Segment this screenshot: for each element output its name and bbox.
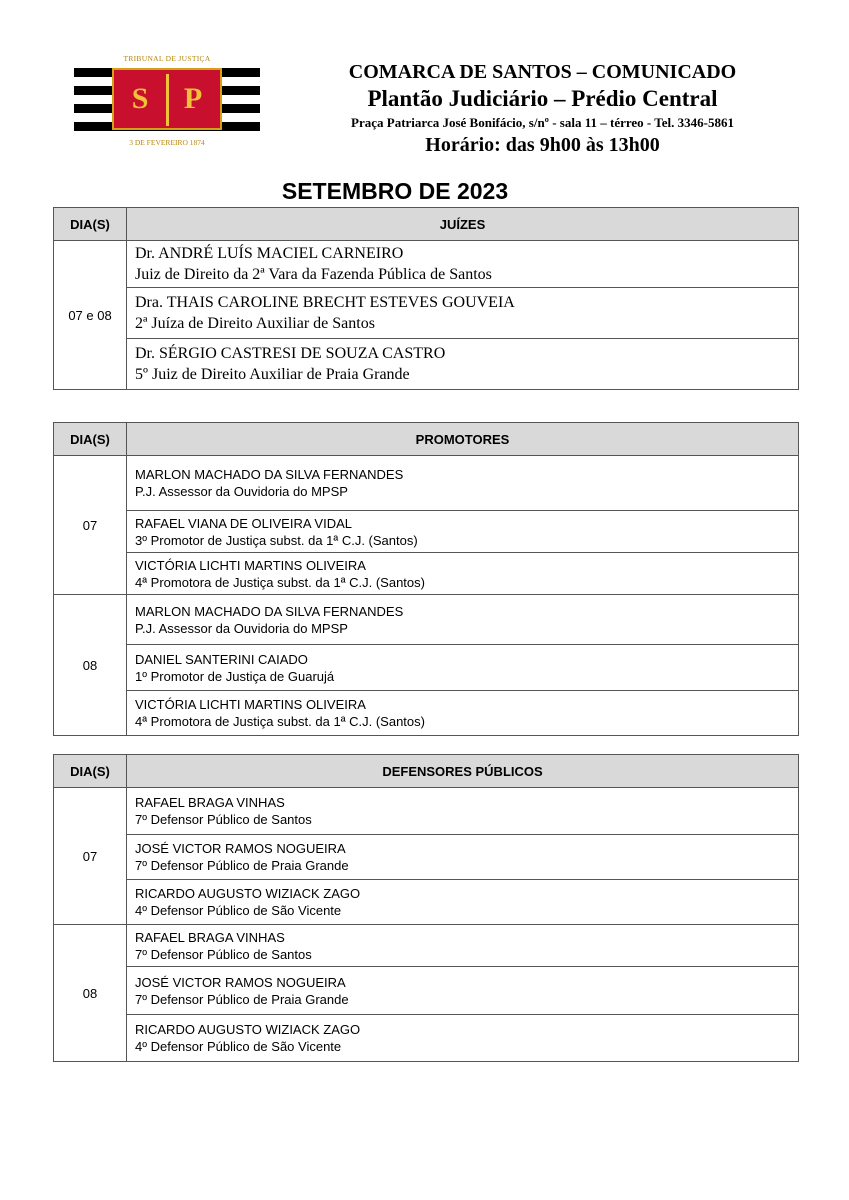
logo-letter-s: S <box>131 82 149 115</box>
entry-name: VICTÓRIA LICHTI MARTINS OLIVEIRA <box>135 557 366 573</box>
entry-cell <box>127 835 799 880</box>
entry-name: MARLON MACHADO DA SILVA FERNANDES <box>135 467 404 482</box>
entry-cell <box>127 595 799 645</box>
entry-name: DANIEL SANTERINI CAIADO <box>135 651 308 667</box>
entry-role: Juiz de Direito da 2ª Vara da Fazenda Pública de Santos <box>135 266 492 283</box>
day-cell: 08 <box>54 925 127 1062</box>
entry-role: 7º Defensor Público de Praia Grande <box>135 991 349 1007</box>
entry-cell <box>127 241 799 288</box>
column-header-title: PROMOTORES <box>127 423 799 456</box>
entry-cell <box>127 456 799 511</box>
table-row <box>54 288 799 339</box>
day-cell: 07 e 08 <box>54 241 127 390</box>
table-header-row <box>54 755 799 788</box>
entry-name: Dra. THAIS CAROLINE BRECHT ESTEVES GOUVEIA <box>135 294 515 311</box>
header-hours: Horário: das 9h00 às 13h00 <box>425 134 660 156</box>
entry-role: 7º Defensor Público de Praia Grande <box>135 858 349 873</box>
day-cell: 07 <box>54 788 127 925</box>
table-row <box>54 788 799 835</box>
entry-role: P.J. Assessor da Ouvidoria do MPSP <box>135 484 348 499</box>
entry-name: VICTÓRIA LICHTI MARTINS OLIVEIRA <box>135 697 366 712</box>
entry-name: RICARDO AUGUSTO WIZIACK ZAGO <box>135 886 361 901</box>
table-row <box>54 595 799 645</box>
promotores-table <box>53 422 799 736</box>
entry-role: 4ª Promotora de Justiça subst. da 1ª C.J. (Santos) <box>135 574 425 590</box>
entry-role: 4º Defensor Público de São Vicente <box>135 1039 342 1054</box>
table-row <box>54 1015 799 1062</box>
document-header <box>300 60 785 158</box>
entry-name: Dr. SÉRGIO CASTRESI DE SOUZA CASTRO <box>135 345 446 362</box>
entry-name: RAFAEL BRAGA VINHAS <box>135 929 285 945</box>
entry-cell <box>127 288 799 339</box>
table-row <box>54 456 799 511</box>
table-header-row <box>54 208 799 241</box>
entry-name: RICARDO AUGUSTO WIZIACK ZAGO <box>135 1022 361 1037</box>
header-address: Praça Patriarca José Bonifácio, s/nº - sala 11 – térreo - Tel. 3346-5861 <box>351 115 734 130</box>
entry-cell <box>127 967 799 1015</box>
entry-role: P.J. Assessor da Ouvidoria do MPSP <box>135 620 348 636</box>
entry-cell <box>127 645 799 691</box>
entry-role: 5º Juiz de Direito Auxiliar de Praia Grande <box>135 366 410 383</box>
defensores-table <box>53 754 799 1062</box>
sword-icon <box>166 74 169 126</box>
entry-cell <box>127 1015 799 1062</box>
logo-letter-p: P <box>183 82 203 115</box>
column-header-title: DEFENSORES PÚBLICOS <box>127 755 799 788</box>
table-row <box>54 339 799 390</box>
header-title: COMARCA DE SANTOS – COMUNICADO <box>348 61 737 83</box>
entry-role: 4ª Promotora de Justiça subst. da 1ª C.J. (Santos) <box>135 714 425 729</box>
tjsp-logo <box>74 50 260 154</box>
entry-cell <box>127 553 799 595</box>
table-row <box>54 553 799 595</box>
column-header-title: JUÍZES <box>127 208 799 241</box>
entry-role: 1º Promotor de Justiça de Guarujá <box>135 668 335 684</box>
entry-cell <box>127 339 799 390</box>
day-cell: 08 <box>54 595 127 736</box>
table-row <box>54 967 799 1015</box>
entry-role: 7º Defensor Público de Santos <box>135 812 312 827</box>
logo-seal <box>112 68 222 130</box>
entry-name: MARLON MACHADO DA SILVA FERNANDES <box>135 603 404 619</box>
table-header-row <box>54 423 799 456</box>
table-row <box>54 241 799 288</box>
table-row <box>54 925 799 967</box>
column-header-day: DIA(S) <box>54 755 127 788</box>
table-row <box>54 835 799 880</box>
logo-bottom-text: 3 DE FEVEREIRO 1874 <box>129 138 205 147</box>
entry-cell <box>127 880 799 925</box>
table-row <box>54 880 799 925</box>
entry-name: JOSÉ VICTOR RAMOS NOGUEIRA <box>135 841 346 856</box>
table-row <box>54 511 799 553</box>
entry-role: 4º Defensor Público de São Vicente <box>135 903 342 918</box>
table-row <box>54 645 799 691</box>
entry-cell <box>127 511 799 553</box>
entry-name: RAFAEL BRAGA VINHAS <box>135 795 285 810</box>
header-subtitle: Plantão Judiciário – Prédio Central <box>367 86 718 111</box>
entry-cell <box>127 925 799 967</box>
entry-role: 2ª Juíza de Direito Auxiliar de Santos <box>135 315 375 332</box>
column-header-day: DIA(S) <box>54 423 127 456</box>
table-row <box>54 691 799 736</box>
entry-name: RAFAEL VIANA DE OLIVEIRA VIDAL <box>135 515 352 531</box>
entry-role: 7º Defensor Público de Santos <box>135 946 312 962</box>
entry-name: Dr. ANDRÉ LUÍS MACIEL CARNEIRO <box>135 245 404 262</box>
entry-cell <box>127 788 799 835</box>
column-header-day: DIA(S) <box>54 208 127 241</box>
logo-top-text: TRIBUNAL DE JUSTIÇA <box>123 54 211 63</box>
entry-cell <box>127 691 799 736</box>
day-cell: 07 <box>54 456 127 595</box>
entry-name: JOSÉ VICTOR RAMOS NOGUEIRA <box>135 974 346 990</box>
juizes-table <box>53 207 799 390</box>
entry-role: 3º Promotor de Justiça subst. da 1ª C.J. (Santos) <box>135 532 418 548</box>
month-title: SETEMBRO DE 2023 <box>281 178 509 204</box>
